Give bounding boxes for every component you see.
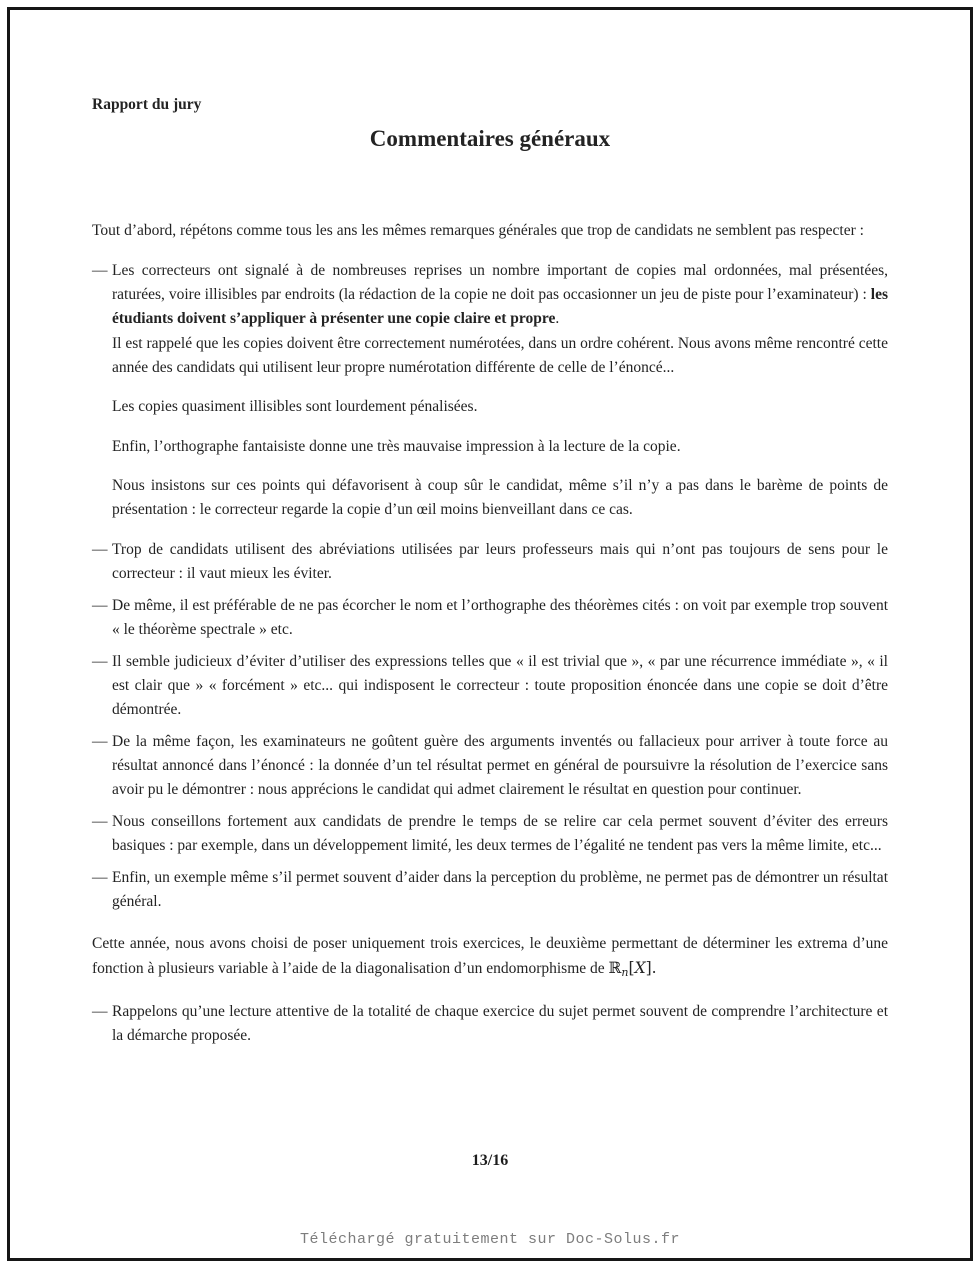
list-item-subparagraph: Les copies quasiment illisibles sont lourdement pénalisées. bbox=[112, 398, 478, 415]
formula-close-bracket: ]. bbox=[645, 958, 657, 977]
download-source-footer: Téléchargé gratuitement sur Doc-Solus.fr bbox=[299, 1231, 681, 1248]
list-item-text: Il semble judicieux d’éviter d’utiliser des expressions telles que « il est trivial que », « par une récurrence immédiate », « il est clair que » « forcément » etc... qui indisposent le correcteur : toute proposition énoncée dans une copie se doit d’être démontrée. bbox=[112, 652, 888, 718]
list-item bbox=[92, 866, 888, 914]
page-number: 13/16 bbox=[471, 1152, 509, 1169]
page-content bbox=[92, 0, 888, 1048]
list-item bbox=[92, 259, 888, 331]
closing-paragraph bbox=[92, 932, 888, 985]
formula-variable: X bbox=[634, 958, 646, 977]
item1-text-bold: les étudiants doivent s’appliquer à présenter une copie claire et propre bbox=[112, 285, 888, 327]
math-formula bbox=[609, 959, 657, 977]
list-item-text: Nous conseillons fortement aux candidats de prendre le temps de se relire car cela permet souvent d’éviter des erreurs basiques : par exemple, dans un développement limité, les deux termes de l’égalité ne tendent pas vers la même limite, etc... bbox=[112, 812, 888, 854]
list-item-text bbox=[112, 259, 888, 331]
bullet-dash: — bbox=[92, 868, 108, 886]
list-item bbox=[92, 730, 888, 802]
item1-text-pre: Les correcteurs ont signalé à de nombreuses reprises un nombre important de copies mal ordonnées, mal présentées, raturées, voire illisibles par endroits (la rédaction de la copie ne doit pas occasionner un jeu de piste pour l’examinateur) : bbox=[112, 261, 888, 303]
bullet-dash: — bbox=[92, 732, 108, 750]
formula-subscript: n bbox=[621, 965, 629, 979]
bullet-dash: — bbox=[92, 652, 108, 670]
bullet-dash: — bbox=[92, 596, 108, 614]
list-item-text: De même, il est préférable de ne pas écorcher le nom et l’orthographe des théorèmes cités : on voit par exemple trop souvent « le théorème spectrale » etc. bbox=[112, 596, 888, 638]
page-title: Commentaires généraux bbox=[369, 126, 611, 151]
list-item-subparagraph: Enfin, l’orthographe fantaisiste donne une très mauvaise impression à la lecture de la copie. bbox=[112, 437, 681, 455]
formula-open-bracket: [ bbox=[628, 958, 635, 977]
list-item bbox=[92, 594, 888, 642]
bullet-dash: — bbox=[92, 261, 108, 279]
blackboard-r: ℝ bbox=[608, 958, 622, 977]
list-item-text: De la même façon, les examinateurs ne goûtent guère des arguments inventés ou fallacieux pour arriver à toute force au résultat annoncé dans l’énoncé : la donnée d’un tel résultat permet en général de poursuivre la résolution de l’exercice sans avoir pu le démontrer : nous apprécions le candidat qui admet clairement le résultat en question pour continuer. bbox=[112, 732, 888, 798]
bullet-dash: — bbox=[92, 1003, 108, 1020]
remarks-list bbox=[92, 259, 888, 914]
list-item-subparagraph: Nous insistons sur ces points qui défavorisent à coup sûr le candidat, même s’il n’y a pas dans le barème de points de présentation : le correcteur regarde la copie d’un œil moins bienveillant dans ce cas. bbox=[112, 477, 888, 518]
list-item bbox=[92, 538, 888, 586]
list-item bbox=[92, 810, 888, 858]
bullet-dash: — bbox=[92, 540, 108, 558]
intro-paragraph: Tout d’abord, répétons comme tous les ans les mêmes remarques générales que trop de candidats ne semblent pas respecter : bbox=[92, 222, 864, 239]
closing-text: Cette année, nous avons choisi de poser uniquement trois exercices, le deuxième permettant de déterminer les extrema d’une fonction à plusieurs variable à l’aide de la diagonalisation d’un endomorphisme de bbox=[92, 934, 888, 977]
report-header-label: Rapport du jury bbox=[92, 96, 202, 113]
list-item bbox=[92, 650, 888, 722]
list-item-subparagraph: Il est rappelé que les copies doivent être correctement numérotées, dans un ordre cohérent. Nous avons même rencontré cette année des candidats qui utilisent leur propre numérotation différente de celle de l’énoncé... bbox=[112, 334, 888, 376]
list-item-text: Trop de candidats utilisent des abréviations utilisées par leurs professeurs mais qui n’ont pas toujours de sens pour le correcteur : il vaut mieux les éviter. bbox=[112, 540, 888, 582]
list-item-text: Rappelons qu’une lecture attentive de la totalité de chaque exercice du sujet permet souvent de comprendre l’architecture et la démarche proposée. bbox=[112, 1003, 888, 1044]
list-item-text: Enfin, un exemple même s’il permet souvent d’aider dans la perception du problème, ne permet pas de démontrer un résultat général. bbox=[112, 868, 888, 910]
item1-text-post: . bbox=[555, 309, 560, 327]
list-item bbox=[92, 1000, 888, 1048]
bullet-dash: — bbox=[92, 812, 108, 830]
